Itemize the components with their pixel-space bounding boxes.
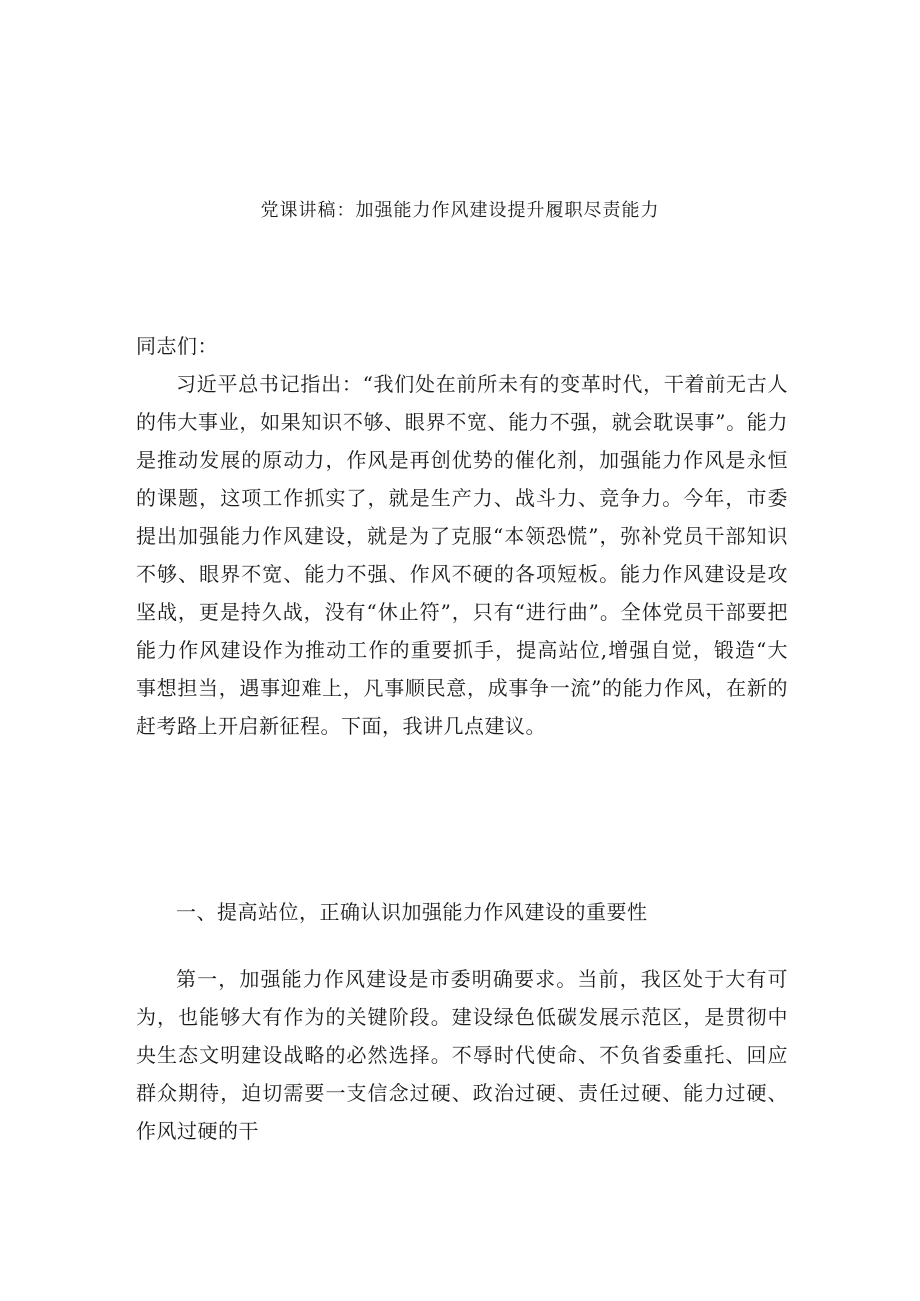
section-heading: 一、提高站位，正确认识加强能力作风建设的重要性: [176, 900, 648, 924]
section-paragraph: 第一，加强能力作风建设是市委明确要求。当前，我区处于大有可为，也能够大有作为的关键阶段。建设绿色低碳发展示范区，是贯彻中央生态文明建设战略的必然选择。不辱时代使命、不负省委重托、回应群众期待，迫切需要一支信念过硬、政治过硬、责任过硬、能力过硬、作风过硬的干: [136, 967, 788, 1143]
document-title: 党课讲稿：加强能力作风建设提升履职尽责能力: [260, 200, 660, 221]
body-paragraph: 习近平总书记指出：“我们处在前所未有的变革时代，干着前无古人的伟大事业，如果知识不够、眼界不宽、能力不强，就会耽误事”。能力是推动发展的原动力，作风是再创优势的催化剂，加强能力作风是永恒的课题，这项工作抓实了，就是生产力、战斗力、竞争力。今年，市委提出加强能力作风建设，就是为了克服“本领恐慌”，弥补党员干部知识不够、眼界不宽、能力不强、作风不硬的各项短板。能力作风建设是攻坚战，更是持久战，没有“休止符”，只有“进行曲”。全体党员干部要把能力作风建设作为推动工作的重要抓手，提高站位,增强自觉，锻造“大事想担当，遇事迎难上，凡事顺民意，成事争一流”的能力作风，在新的赶考路上开启新征程。下面，我讲几点建议。: [136, 372, 788, 738]
salutation: 同志们：: [136, 334, 218, 358]
